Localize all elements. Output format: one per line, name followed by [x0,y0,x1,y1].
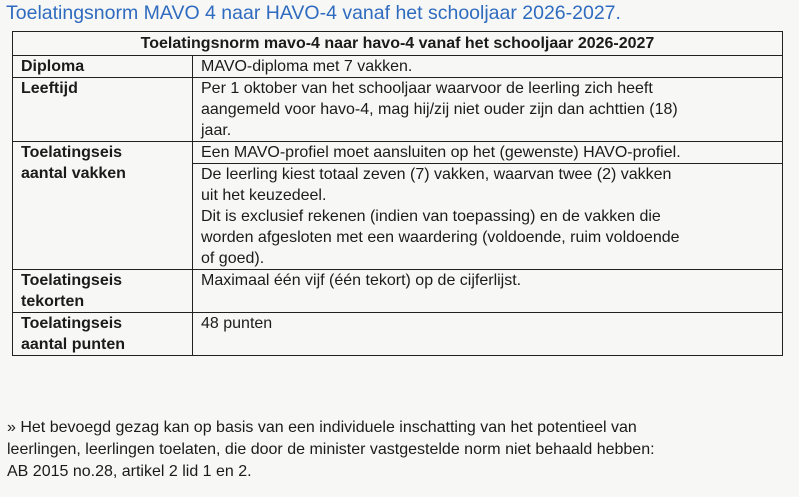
row-value-punten: 48 punten [193,313,783,356]
leeftijd-line: aangemeld voor havo-4, mag hij/zij niet ouder zijn dan achttien (18) [201,101,678,118]
vakken-line: worden afgesloten met een waardering (voldoende, ruim voldoende [201,229,680,246]
row-value-tekorten: Maximaal één vijf (één tekort) op de cijferlijst. [193,270,783,313]
table-caption-row [13,32,783,56]
row-value-vakken-keuze [193,164,783,270]
row-label-punten [13,313,193,356]
row-value-leeftijd [193,78,783,142]
footnote [7,417,797,483]
row-value-vakken-profiel: Een MAVO-profiel moet aansluiten op het (gewenste) HAVO-profiel. [193,142,783,164]
vakken-line: of goed). [201,250,265,267]
tekorten-label-line: tekorten [21,293,85,310]
page-heading: Toelatingsnorm MAVO 4 naar HAVO-4 vanaf het schooljaar 2026-2027. [6,2,621,24]
row-label-vakken [13,142,193,270]
table-row-vakken-profiel [13,142,783,164]
vakken-line: uit het keuzedeel. [201,187,327,204]
row-label-tekorten [13,270,193,313]
table-caption: Toelatingsnorm mavo-4 naar havo-4 vanaf het schooljaar 2026-2027 [13,32,783,56]
footnote-line: AB 2015 no.28, artikel 2 lid 1 en 2. [7,463,252,480]
vakken-label-line: aantal vakken [21,165,126,182]
vakken-line: De leerling kiest totaal zeven (7) vakken, waarvan twee (2) vakken [201,166,672,183]
table-row-diploma [13,56,783,78]
vakken-label-line: Toelatingseis [21,144,123,161]
punten-label-line: aantal punten [21,336,126,353]
leeftijd-line: Per 1 oktober van het schooljaar waarvoor de leerling zich heeft [201,80,653,97]
footnote-line: » Het bevoegd gezag kan op basis van een individuele inschatting van het potentieel van [7,419,637,436]
table-row-tekorten [13,270,783,313]
row-label-diploma: Diploma [13,56,193,78]
leeftijd-line: jaar. [201,122,232,139]
footnote-line: leerlingen, leerlingen toelaten, die door de minister vastgestelde norm niet behaald hebben: [7,441,655,458]
punten-label-line: Toelatingseis [21,315,123,332]
vakken-line: Dit is exclusief rekenen (indien van toepassing) en de vakken die [201,208,661,225]
tekorten-label-line: Toelatingseis [21,272,123,289]
admission-norm-table [12,31,783,356]
row-label-leeftijd: Leeftijd [13,78,193,142]
row-value-diploma: MAVO-diploma met 7 vakken. [193,56,783,78]
table-row-leeftijd [13,78,783,142]
table-row-punten [13,313,783,356]
